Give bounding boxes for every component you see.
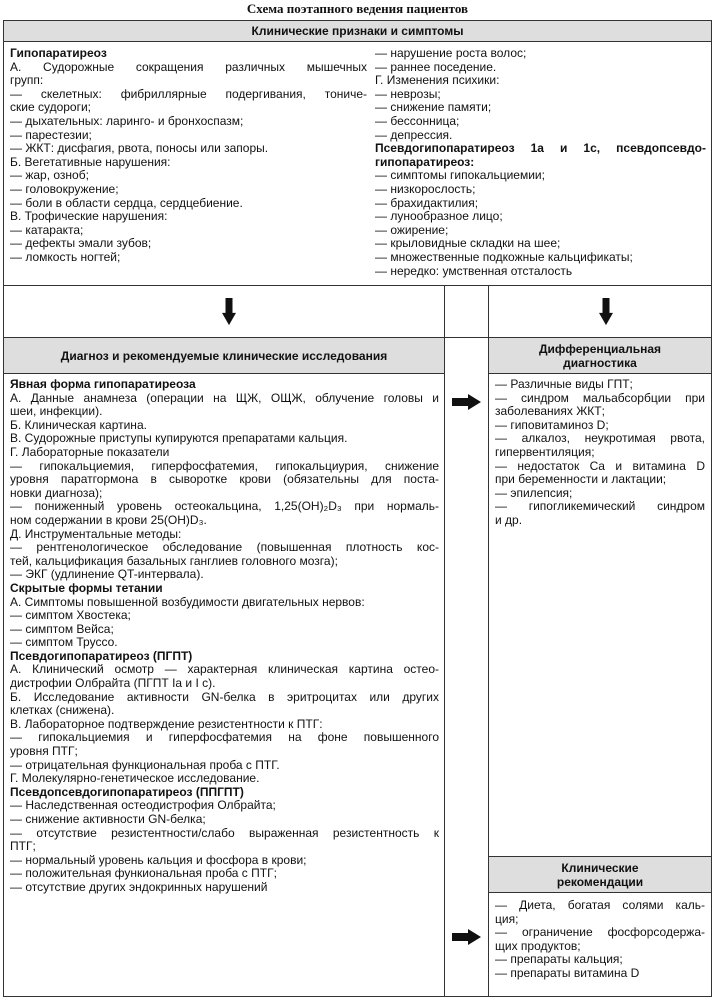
symptom-line: Б. Вегетативные нарушения: <box>10 154 171 169</box>
differential-line: — гиповитаминоз D; <box>495 417 609 432</box>
diagnosis-line: — симптом Труссо. <box>10 635 118 650</box>
diagnosis-line: А. Клинический осмотр — характерная клиническая картина остео- <box>10 662 439 677</box>
recommendations-header-line: рекомендации <box>556 874 644 889</box>
diagnosis-line: В. Судорожные приступы купируются препаратами кальция. <box>10 431 348 446</box>
diagnosis-line: — нормальный уровень кальция и фосфора в крови; <box>10 852 307 867</box>
diagnosis-line: Г. Лабораторные показатели <box>10 444 170 459</box>
differential-line: — синдром мальабсорбции при <box>495 390 705 405</box>
diagnosis-line: — рентгенологическое обследование (повышенная плотность кос- <box>10 540 439 555</box>
symptom-line: Гипопаратиреоз <box>10 46 107 60</box>
diagnosis-line: — снижение активности GN-белка; <box>10 812 206 826</box>
symptom-line: — бессонница; <box>375 113 460 128</box>
diagnosis-line: Б. Клиническая картина. <box>10 417 147 432</box>
diagnosis-line: тей, кальцификация базальных ганглиев головного мозга); <box>10 553 338 568</box>
recommendation-line: ция; <box>495 911 519 926</box>
diagnosis-line: уровня паратгормона в сыворотке крови (обязательны для поста- <box>10 472 439 487</box>
diagnosis-line: А. Данные анамнеза (операции на ЩЖ, ОЩЖ, облучение головы и <box>10 390 439 405</box>
differential-line: — алкалоз, неукротимая рвота, <box>495 431 705 446</box>
symptoms-box <box>3 20 712 286</box>
arrow-right-icon <box>452 929 482 945</box>
differential-header <box>489 338 711 374</box>
symptom-line: — лунообразное лицо; <box>375 209 503 224</box>
diagnosis-line: — положительная функиональная проба с ПТГ; <box>10 866 277 881</box>
differential-line: — эпилепсия; <box>495 485 573 500</box>
symptom-line: — низкорослость; <box>375 181 476 196</box>
diagnosis-line: Явная форма гипопаратиреоза <box>10 377 196 391</box>
symptom-line: — раннее поседение. <box>375 59 497 74</box>
symptom-line: — ЖКТ: дисфагия, рвота, поносы или запоры. <box>10 141 269 156</box>
symptom-line: — скелетных: фибриллярные подергивания, тониче- <box>10 86 367 101</box>
page-title: Схема поэтапного ведения пациентов <box>246 1 469 16</box>
recommendations-box <box>488 856 712 997</box>
symptoms-left-column <box>10 47 367 265</box>
differential-header-line: Дифференциальная <box>538 341 662 356</box>
diagnosis-line: Псевдопсевдогипопаратиреоз (ППГПТ) <box>10 784 244 799</box>
symptom-line: ские судороги; <box>10 100 91 115</box>
differential-line: гипервентиляция; <box>495 444 595 459</box>
differential-header-line: диагностика <box>563 355 637 370</box>
symptom-line: — симптомы гипокальциемии; <box>375 168 545 183</box>
differential-line: при беременности и лактации; <box>495 472 667 487</box>
diagnosis-line: Д. Инструментальные методы: <box>10 526 182 541</box>
diagnosis-line: — гипокальциемия, гиперфосфатемия, гипокальциурия, снижение <box>10 458 439 473</box>
diagnosis-line: — симптом Хвостека; <box>10 608 131 623</box>
symptom-line: — неврозы; <box>375 86 441 101</box>
symptom-line: — депрессия. <box>375 127 453 142</box>
symptom-line: — нередко: умственная отсталость <box>375 263 573 278</box>
symptom-line: — нарушение роста волос; <box>375 46 527 60</box>
differential-line: — гипогликемический синдром <box>495 499 705 514</box>
differential-line: заболеваниях ЖКТ; <box>495 404 605 419</box>
differential-line: и др. <box>495 512 523 527</box>
symptom-line: Г. Изменения психики: <box>375 73 500 88</box>
symptom-line: А. Судорожные сокращения различных мышечных <box>10 59 367 74</box>
recommendations-content <box>495 899 705 981</box>
diagnosis-line: — пониженный уровень остеокальцина, 1,25(OH)₂D₃ при нормаль- <box>10 499 439 514</box>
symptom-line: — головокружение; <box>10 181 119 196</box>
recommendation-line: щих продуктов; <box>495 938 581 953</box>
diagnosis-line: новки диагноза); <box>10 485 103 500</box>
symptom-line: — катаракта; <box>10 222 84 237</box>
symptom-line: — ломкость ногтей; <box>10 249 121 264</box>
diagnosis-content <box>10 378 439 895</box>
diagnosis-line: Б. Исследование активности GN-белка в эритроцитах или других <box>10 689 439 704</box>
diagnosis-line: — отрицательная функциональная проба с ПТГ. <box>10 757 280 772</box>
symptom-line: — дефекты эмали зубов; <box>10 236 152 251</box>
diagnosis-line: В. Лабораторное подтверждение резистентности к ПТГ: <box>10 716 323 731</box>
symptom-line: — боли в области сердца, сердцебиение. <box>10 195 243 210</box>
diagnosis-line: — Наследственная остеодистрофия Олбрайта; <box>10 798 276 813</box>
symptom-line: — жар, озноб; <box>10 168 89 183</box>
diagnosis-line: — отсутствие резистентности/слабо выраженная резистентность к <box>10 825 439 840</box>
diagnosis-line: — ЭКГ (удлинение QT-интервала). <box>10 567 204 582</box>
diagnosis-header: Диагноз и рекомендуемые клинические исследования <box>4 338 444 374</box>
diagnosis-line: ПТГ; <box>10 839 36 854</box>
diagnosis-line: ном содержании в крови 25(OH)D₃. <box>10 512 207 527</box>
recommendation-line: — ограничение фосфорсодержа- <box>495 925 705 940</box>
arrow-cell-middle <box>444 285 489 338</box>
diagnosis-line: Псевдогипопаратиреоз (ПГПТ) <box>10 648 193 663</box>
recommendation-line: — Диета, богатая солями каль- <box>495 898 705 912</box>
diagnosis-line: — симптом Вейса; <box>10 621 114 636</box>
symptom-line: Псевдогипопаратиреоз 1а и 1с, псевдопсевдо- <box>375 141 706 156</box>
arrow-down-icon <box>222 296 236 328</box>
diagnosis-line: А. Симптомы повышенной возбудимости двигательных нервов: <box>10 594 365 609</box>
diagnosis-line: — гипокальциемия и гиперфосфатемия на фоне повышенного <box>10 730 439 745</box>
recommendation-line: — препараты витамина D <box>495 965 640 980</box>
differential-line: — Различные виды ГПТ; <box>495 377 633 391</box>
recommendations-header <box>489 857 711 893</box>
diagnosis-line: уровня ПТГ; <box>10 744 78 759</box>
recommendation-line: — препараты кальция; <box>495 952 623 967</box>
diagnosis-line: дистрофии Олбрайта (ПГПТ Ia и I c). <box>10 676 216 691</box>
symptom-line: гипопаратиреоз: <box>375 154 475 169</box>
symptom-line: — ожирение; <box>375 222 449 237</box>
symptoms-header: Клинические признаки и симптомы <box>4 21 711 42</box>
arrow-right-icon <box>452 394 482 410</box>
symptom-line: — множественные подкожные кальцификаты; <box>375 249 633 264</box>
differential-line: — недостаток Ca и витамина D <box>495 458 705 473</box>
diagnosis-line: Г. Молекулярно-генетическое исследование. <box>10 771 260 786</box>
symptom-line: — крыловидные складки на шее; <box>375 236 561 251</box>
differential-content <box>495 378 705 528</box>
symptom-line: — брахидактилия; <box>375 195 479 210</box>
diagnosis-line: клетках (снижена). <box>10 703 115 718</box>
diagnosis-line: шеи, инфекции). <box>10 404 103 419</box>
arrow-down-icon <box>599 296 613 328</box>
diagnosis-line: — отсутствие других эндокринных нарушений <box>10 879 268 894</box>
differential-box <box>488 337 712 857</box>
symptom-line: — дыхательных: ларинго- и бронхоспазм; <box>10 113 244 128</box>
middle-arrow-column <box>444 337 489 997</box>
recommendations-header-line: Клинические <box>561 860 639 875</box>
symptom-line: групп: <box>10 73 44 88</box>
diagnosis-line: Скрытые формы тетании <box>10 580 163 595</box>
diagnosis-box <box>3 337 445 997</box>
symptoms-right-column <box>375 47 706 278</box>
symptom-line: — парестезии; <box>10 127 92 142</box>
symptom-line: В. Трофические нарушения: <box>10 209 168 224</box>
symptom-line: — снижение памяти; <box>375 100 492 115</box>
